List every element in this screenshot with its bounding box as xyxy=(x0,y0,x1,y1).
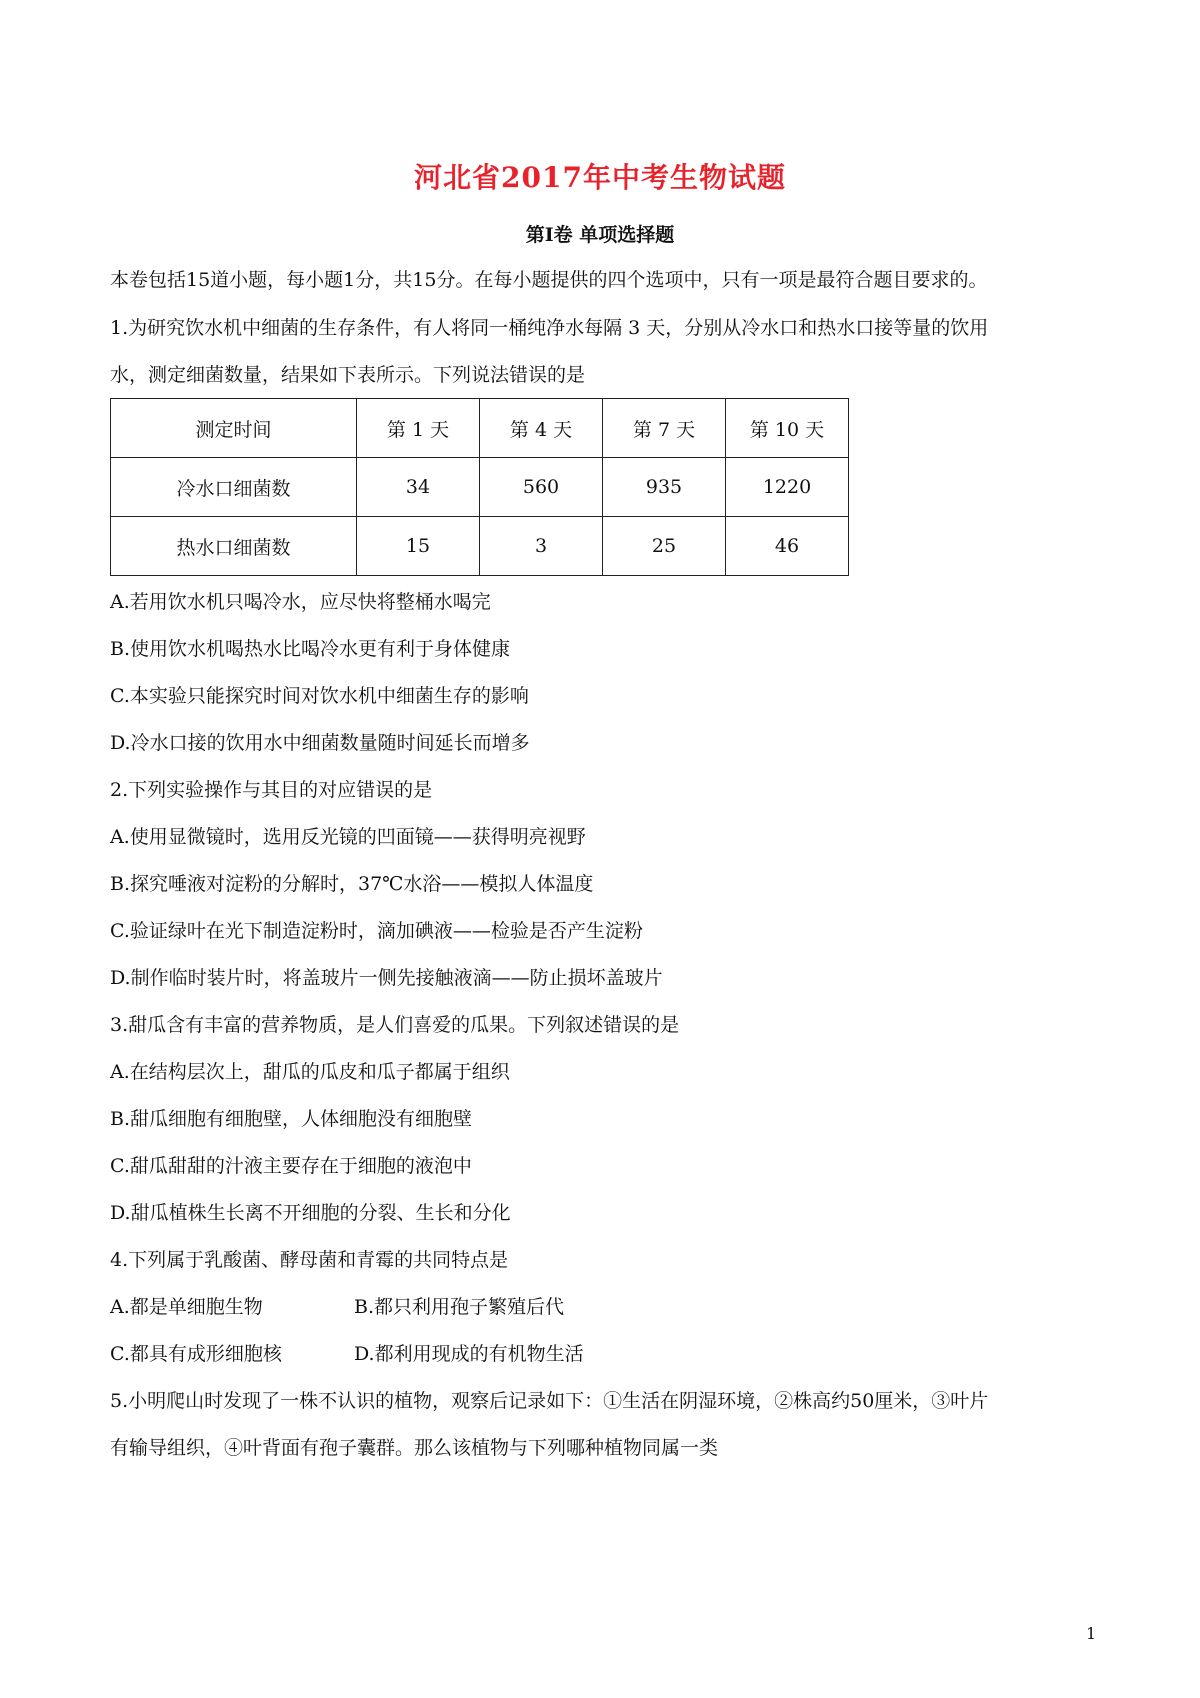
table-cell: 34 xyxy=(357,458,480,517)
q1-option-b: B.使用饮水机喝热水比喝冷水更有利于身体健康 xyxy=(110,638,511,660)
intro-text: 本卷包括15道小题，每小题1分，共15分。在每小题提供的四个选项中，只有一项是最符合题目要求的。 xyxy=(110,269,988,291)
table-cell: 25 xyxy=(603,517,726,576)
bacteria-count-table xyxy=(110,398,849,576)
q1-option-d: D.冷水口接的饮用水中细菌数量随时间延长而增多 xyxy=(110,732,530,754)
q1-option-a: A.若用饮水机只喝冷水，应尽快将整桶水喝完 xyxy=(110,591,491,613)
q4-option-b: B.都只利用孢子繁殖后代 xyxy=(354,1296,565,1318)
q3-option-a: A.在结构层次上，甜瓜的瓜皮和瓜子都属于组织 xyxy=(110,1061,510,1083)
table-header-cell: 测定时间 xyxy=(111,399,357,458)
table-cell: 1220 xyxy=(726,458,849,517)
table-cell: 15 xyxy=(357,517,480,576)
exam-title: 河北省2017年中考生物试题 xyxy=(414,161,786,194)
table-row xyxy=(111,517,849,576)
q3-option-d: D.甜瓜植株生长离不开细胞的分裂、生长和分化 xyxy=(110,1202,511,1224)
table-header-cell: 第 4 天 xyxy=(480,399,603,458)
table-header-cell: 第 10 天 xyxy=(726,399,849,458)
table-header-row xyxy=(111,399,849,458)
q4-option-d: D.都利用现成的有机物生活 xyxy=(354,1343,584,1365)
q5-stem-line1: 5.小明爬山时发现了一株不认识的植物，观察后记录如下：①生活在阴湿环境，②株高约50厘米，③叶片 xyxy=(110,1390,989,1412)
table-header-cell: 第 7 天 xyxy=(603,399,726,458)
q1-stem-line1: 1.为研究饮水机中细菌的生存条件，有人将同一桶纯净水每隔 3 天，分别从冷水口和热水口接等量的饮用 xyxy=(110,317,989,339)
q4-stem: 4.下列属于乳酸菌、酵母菌和青霉的共同特点是 xyxy=(110,1249,509,1271)
table-cell: 热水口细菌数 xyxy=(111,517,357,576)
q1-stem-line2: 水，测定细菌数量，结果如下表所示。下列说法错误的是 xyxy=(110,364,586,386)
q2-option-d: D.制作临时装片时，将盖玻片一侧先接触液滴——防止损坏盖玻片 xyxy=(110,967,663,989)
page-number: 1 xyxy=(1086,1624,1097,1643)
q2-option-a: A.使用显微镜时，选用反光镜的凹面镜——获得明亮视野 xyxy=(110,826,586,848)
table-cell: 冷水口细菌数 xyxy=(111,458,357,517)
q5-stem-line2: 有输导组织，④叶背面有孢子囊群。那么该植物与下列哪种植物同属一类 xyxy=(110,1437,719,1459)
table-cell: 935 xyxy=(603,458,726,517)
q3-option-b: B.甜瓜细胞有细胞壁，人体细胞没有细胞壁 xyxy=(110,1108,473,1130)
q1-option-c: C.本实验只能探究时间对饮水机中细菌生存的影响 xyxy=(110,685,529,707)
q4-option-a: A.都是单细胞生物 xyxy=(110,1296,263,1318)
table-cell: 3 xyxy=(480,517,603,576)
table-cell: 46 xyxy=(726,517,849,576)
q2-stem: 2.下列实验操作与其目的对应错误的是 xyxy=(110,779,433,801)
q4-option-c: C.都具有成形细胞核 xyxy=(110,1343,282,1365)
q3-stem: 3.甜瓜含有丰富的营养物质，是人们喜爱的瓜果。下列叙述错误的是 xyxy=(110,1014,680,1036)
q2-option-c: C.验证绿叶在光下制造淀粉时，滴加碘液——检验是否产生淀粉 xyxy=(110,920,643,942)
q3-option-c: C.甜瓜甜甜的汁液主要存在于细胞的液泡中 xyxy=(110,1155,472,1177)
section-title: 第Ⅰ卷 单项选择题 xyxy=(525,224,675,246)
table-cell: 560 xyxy=(480,458,603,517)
table-header-cell: 第 1 天 xyxy=(357,399,480,458)
q2-option-b: B.探究唾液对淀粉的分解时，37℃水浴——模拟人体温度 xyxy=(110,873,594,895)
table-row xyxy=(111,458,849,517)
